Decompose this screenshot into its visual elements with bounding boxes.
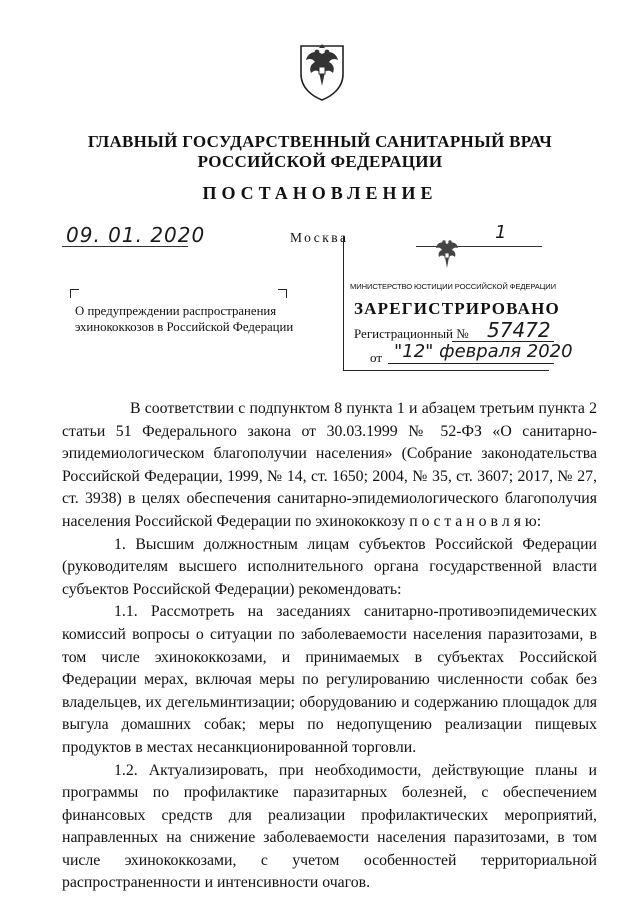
stamp-coat-of-arms-icon: [430, 236, 464, 276]
paragraph-item-1: 1. Высшим должностным лицам субъектов Российской Федерации (руководителям высшего исполнительного органа государственной власти субъектов Российской Федерации) рекомендовать:: [62, 535, 597, 598]
stamp-reg-number: 57472: [487, 318, 551, 342]
stamp-registered: ЗАРЕГИСТРИРОВАНО: [354, 299, 560, 318]
document-number: 1: [495, 222, 507, 243]
document-body: [62, 398, 597, 895]
paragraph-item-1-2: 1.2. Актуализировать, при необходимости, действующие планы и программы по профилактике паразитарных болезней, с обеспечением финансовых средств для реализации профилактических мероприятий, направленных на снижение заболеваемости населения паразитозами, в том числе эхинококкозами, с учетом особенностей территориальной распространенности и интенсивности очагов.: [62, 761, 597, 892]
document-city: Москва: [290, 230, 349, 245]
stamp-reg-number-label: Регистрационный №: [354, 326, 469, 341]
stamp-ministry: МИНИСТЕРСТВО ЮСТИЦИИ РОССИЙСКОЙ ФЕДЕРАЦИИ: [350, 282, 556, 291]
document-subject: О предупреждении распространения эхинококкозов в Российской Федерации: [75, 304, 294, 334]
subject-bracket-left: [70, 289, 79, 298]
paragraph-item-1-1: 1.1. Рассмотреть на заседаниях санитарно-противоэпидемических комиссий вопросы о ситуации по заболеваемости населения паразитозами, в том числе эхинококкозами, и принимаемых в субъектах Российской Федерации мерах, включая меры по регулированию численности собак без владельцев, их дегельминтизации; оборудованию и содержанию площадок для выгула домашних собак; меры по недопущению реализации пищевых продуктов в местах несанкционированной торговли.: [62, 603, 597, 756]
stamp-from-label: от: [370, 350, 383, 365]
issuer-title-line1: ГЛАВНЫЙ ГОСУДАРСТВЕННЫЙ САНИТАРНЫЙ ВРАЧ: [87, 132, 553, 151]
document-date: 09. 01. 2020: [66, 223, 206, 247]
paragraph-preamble: В соответствии с подпунктом 8 пункта 1 и абзацем третьим пункта 2 статьи 51 Федерального закона от 30.03.1999 № 52-ФЗ «О санитарно-эпидемиологическом благополучии населения» (Собрание законодательства Российской Федерации, 1999, № 14, ст. 1650; 2004, № 35, ст. 3607; 2017, № 27, ст. 3938) в целях обеспечения санитарно-эпидемиологического благополучия населения Российской Федерации по эхинококкозу п о с т а н о в л я ю:: [62, 400, 597, 530]
coat-of-arms-icon: [296, 40, 348, 102]
document-type: ПОСТАНОВЛЕНИЕ: [202, 183, 438, 203]
date-underline: [62, 246, 188, 247]
subject-bracket-right: [278, 289, 287, 298]
stamp-reg-date: "12" февраля 2020: [394, 341, 573, 362]
issuer-title-line2: РОССИЙСКОЙ ФЕДЕРАЦИИ: [197, 152, 443, 171]
stamp-date-underline: [388, 363, 554, 364]
